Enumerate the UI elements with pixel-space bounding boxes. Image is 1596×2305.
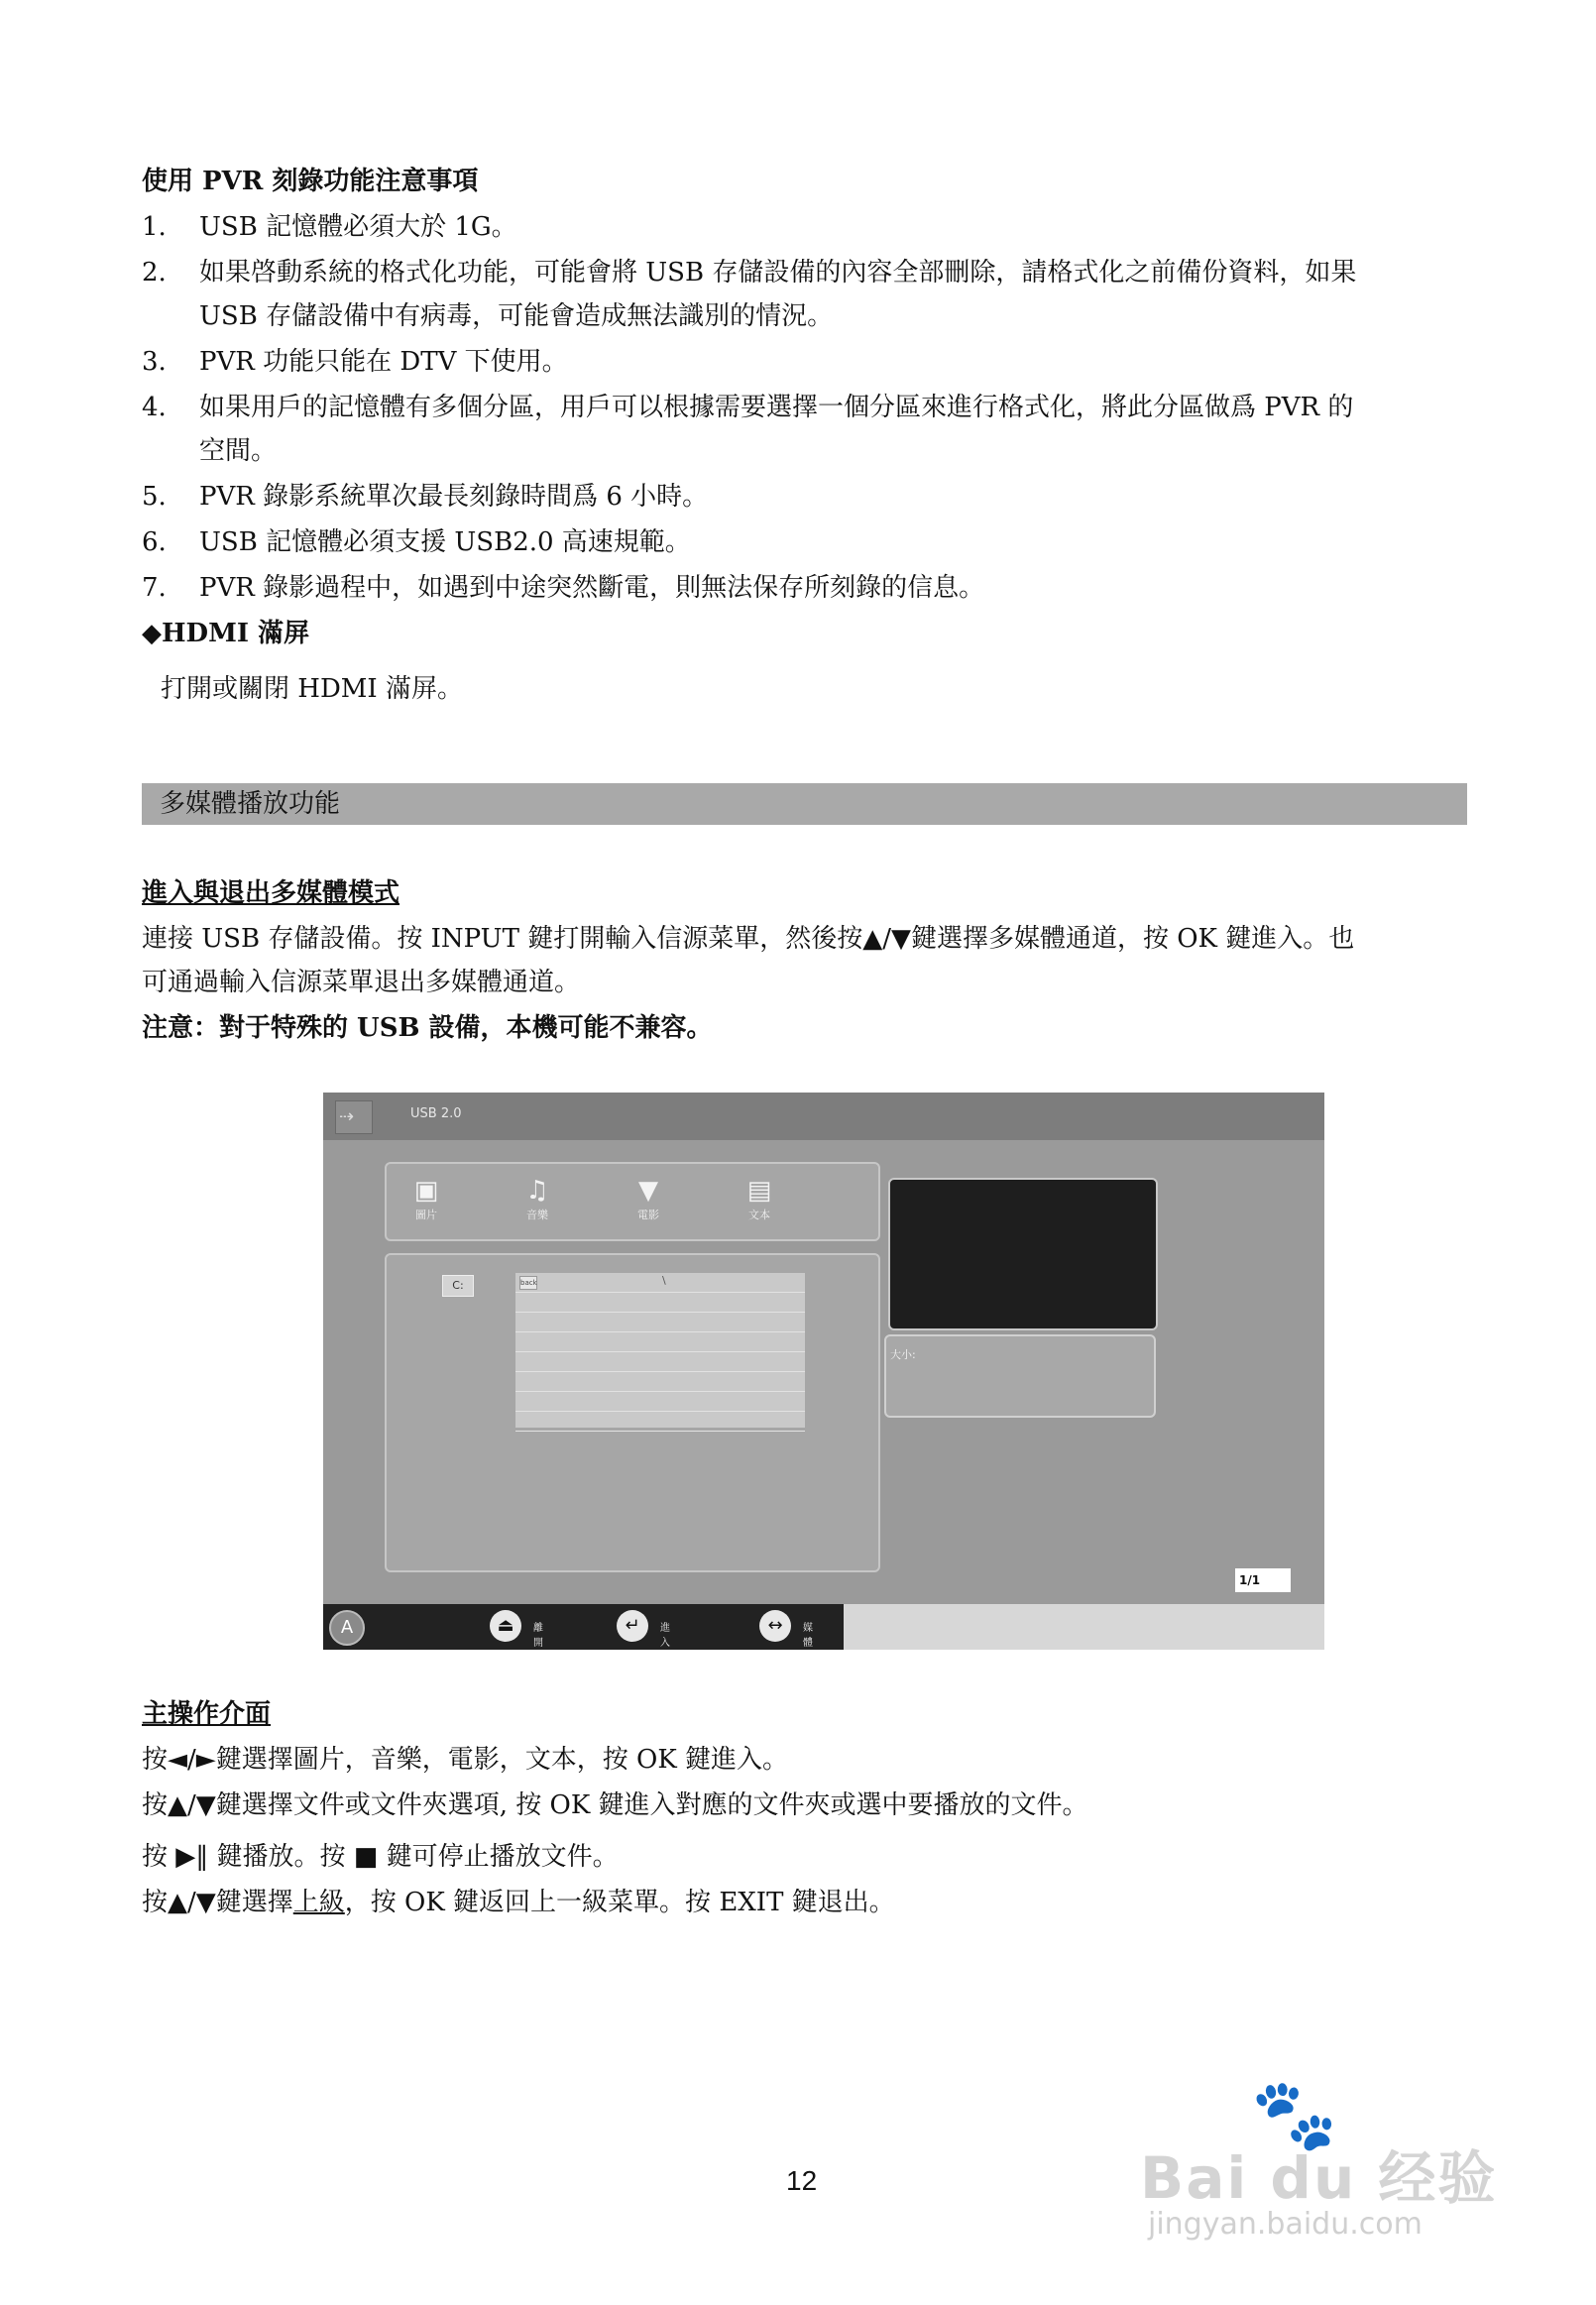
main-ops-heading: 主操作介面 [142,1699,272,1729]
pvr-item-2-text-cont: USB 存儲設備中有病毒，可能會造成無法識別的情況。 [199,301,834,331]
pvr-item-3-num: 3. [142,347,167,377]
pvr-item-3-text: PVR 功能只能在 DTV 下使用。 [199,347,568,377]
pvr-item-5-num: 5. [142,482,167,512]
file-list [515,1273,805,1428]
usb-logo [335,1100,373,1134]
main-ops-line-3: 按 ▶‖ 鍵播放。按 ■ 鍵可停止播放文件。 [142,1842,619,1872]
media-switch-label: 媒體 [803,1623,813,1649]
page-number: 12 [786,2165,818,2196]
drive-selector[interactable]: C: [442,1275,474,1297]
pvr-item-2-text: 如果啓動系統的格式化功能，可能會將 USB 存儲設備的內容全部刪除，請格式化之前備份資料，如果 [199,258,1357,288]
compat-note: 注意：對于特殊的 USB 設備，本機可能不兼容。 [142,1013,713,1043]
list-item[interactable] [515,1372,805,1392]
usb-media-screenshot [323,1093,1324,1650]
main-ops-line-4-prefix: 按▲/▼鍵選擇 [142,1888,293,1917]
section-title-bar [142,783,1467,825]
hdmi-heading: ◆HDMI 滿屏 [142,619,310,648]
pvr-item-6-num: 6. [142,527,167,557]
pvr-item-7-num: 7. [142,573,167,603]
enter-exit-line-1: 連接 USB 存儲設備。按 INPUT 鍵打開輸入信源菜單，然後按▲/▼鍵選擇多媒體通道，按 OK 鍵進入。也 [142,924,1355,954]
main-ops-line-4-suffix: ，按 OK 鍵返回上一級菜單。按 EXIT 鍵退出。 [344,1888,895,1917]
pvr-item-4-text: 如果用戶的記憶體有多個分區，用戶可以根據需要選擇一個分區來進行格式化，將此分區做爲 PVR 的 [199,393,1354,422]
enter-button-label: 進入 [660,1623,670,1649]
pvr-item-4-num: 4. [142,393,167,422]
pvr-item-1-num: 1. [142,212,167,242]
file-info-pane [884,1334,1156,1418]
pvr-item-4-text-cont: 空間。 [199,436,278,466]
category-bar [385,1162,880,1241]
page-indicator: 1/1 [1235,1568,1291,1592]
folder-up-icon: back [519,1276,537,1290]
category-text-label: 文本 [748,1209,770,1221]
hdmi-desc: 打開或關閉 HDMI 滿屏。 [161,674,463,704]
list-item[interactable] [515,1352,805,1372]
list-item[interactable] [515,1332,805,1352]
movie-icon: ▼ [638,1176,658,1206]
pvr-item-1-text: USB 記憶體必須大於 1G。 [199,212,517,242]
picture-icon: ▣ [413,1176,439,1206]
file-browser-panel [385,1253,880,1572]
pvr-notes-heading: 使用 PVR 刻錄功能注意事項 [142,167,479,196]
tv-header-bar [323,1093,1324,1140]
main-ops-line-4 [142,1886,895,1919]
main-ops-line-1: 按◄/►鍵選擇圖片，音樂，電影，文本，按 OK 鍵進入。 [142,1745,789,1775]
list-item[interactable] [515,1273,805,1293]
watermark-url: jingyan.baidu.com [1148,2207,1423,2242]
category-text[interactable] [720,1174,799,1223]
category-picture[interactable] [387,1174,466,1223]
watermark-brand: Bai du 经验 [1140,2144,1498,2212]
category-music-label: 音樂 [526,1209,548,1221]
pvr-item-5-text: PVR 錄影系統單次最長刻錄時間爲 6 小時。 [199,482,709,512]
list-item[interactable] [515,1412,805,1432]
enter-icon: ↵ [617,1610,648,1642]
file-size-label: 大小: [890,1348,916,1361]
pvr-item-7-text: PVR 錄影過程中，如遇到中途突然斷電，則無法保存所刻錄的信息。 [199,573,985,603]
text-icon: ▤ [746,1176,772,1206]
tv-button-bar [323,1604,1324,1650]
section-title: 多媒體播放功能 [160,789,341,819]
category-music[interactable] [498,1174,577,1223]
preview-pane [888,1178,1158,1330]
baidu-paw-icon: 🐾 [1251,2074,1338,2155]
pvr-item-2-num: 2. [142,258,167,288]
enter-exit-heading: 進入與退出多媒體模式 [142,878,400,908]
music-icon: ♫ [525,1176,549,1206]
parent-level-term: 上級 [292,1888,345,1917]
list-item[interactable] [515,1392,805,1412]
usb-icon: ⇢ [339,1106,355,1127]
category-movie-label: 電影 [637,1209,659,1221]
category-movie[interactable] [609,1174,688,1223]
list-item[interactable] [515,1293,805,1313]
tv-title: USB 2.0 [410,1106,462,1121]
list-item[interactable] [515,1313,805,1332]
file-name: \ [662,1274,666,1287]
pvr-item-6-text: USB 記憶體必須支援 USB2.0 高速規範。 [199,527,691,557]
main-ops-line-2: 按▲/▼鍵選擇文件或文件夾選項, 按 OK 鍵進入對應的文件夾或選中要播放的文件。 [142,1790,1088,1820]
category-picture-label: 圖片 [415,1209,437,1221]
eject-icon: ⏏ [490,1610,521,1642]
a-logo-icon: A [329,1610,365,1646]
exit-button-label: 離開 [533,1623,543,1649]
switch-icon: ↔ [759,1610,791,1642]
enter-exit-line-2: 可通過輸入信源菜單退出多媒體通道。 [142,968,581,997]
